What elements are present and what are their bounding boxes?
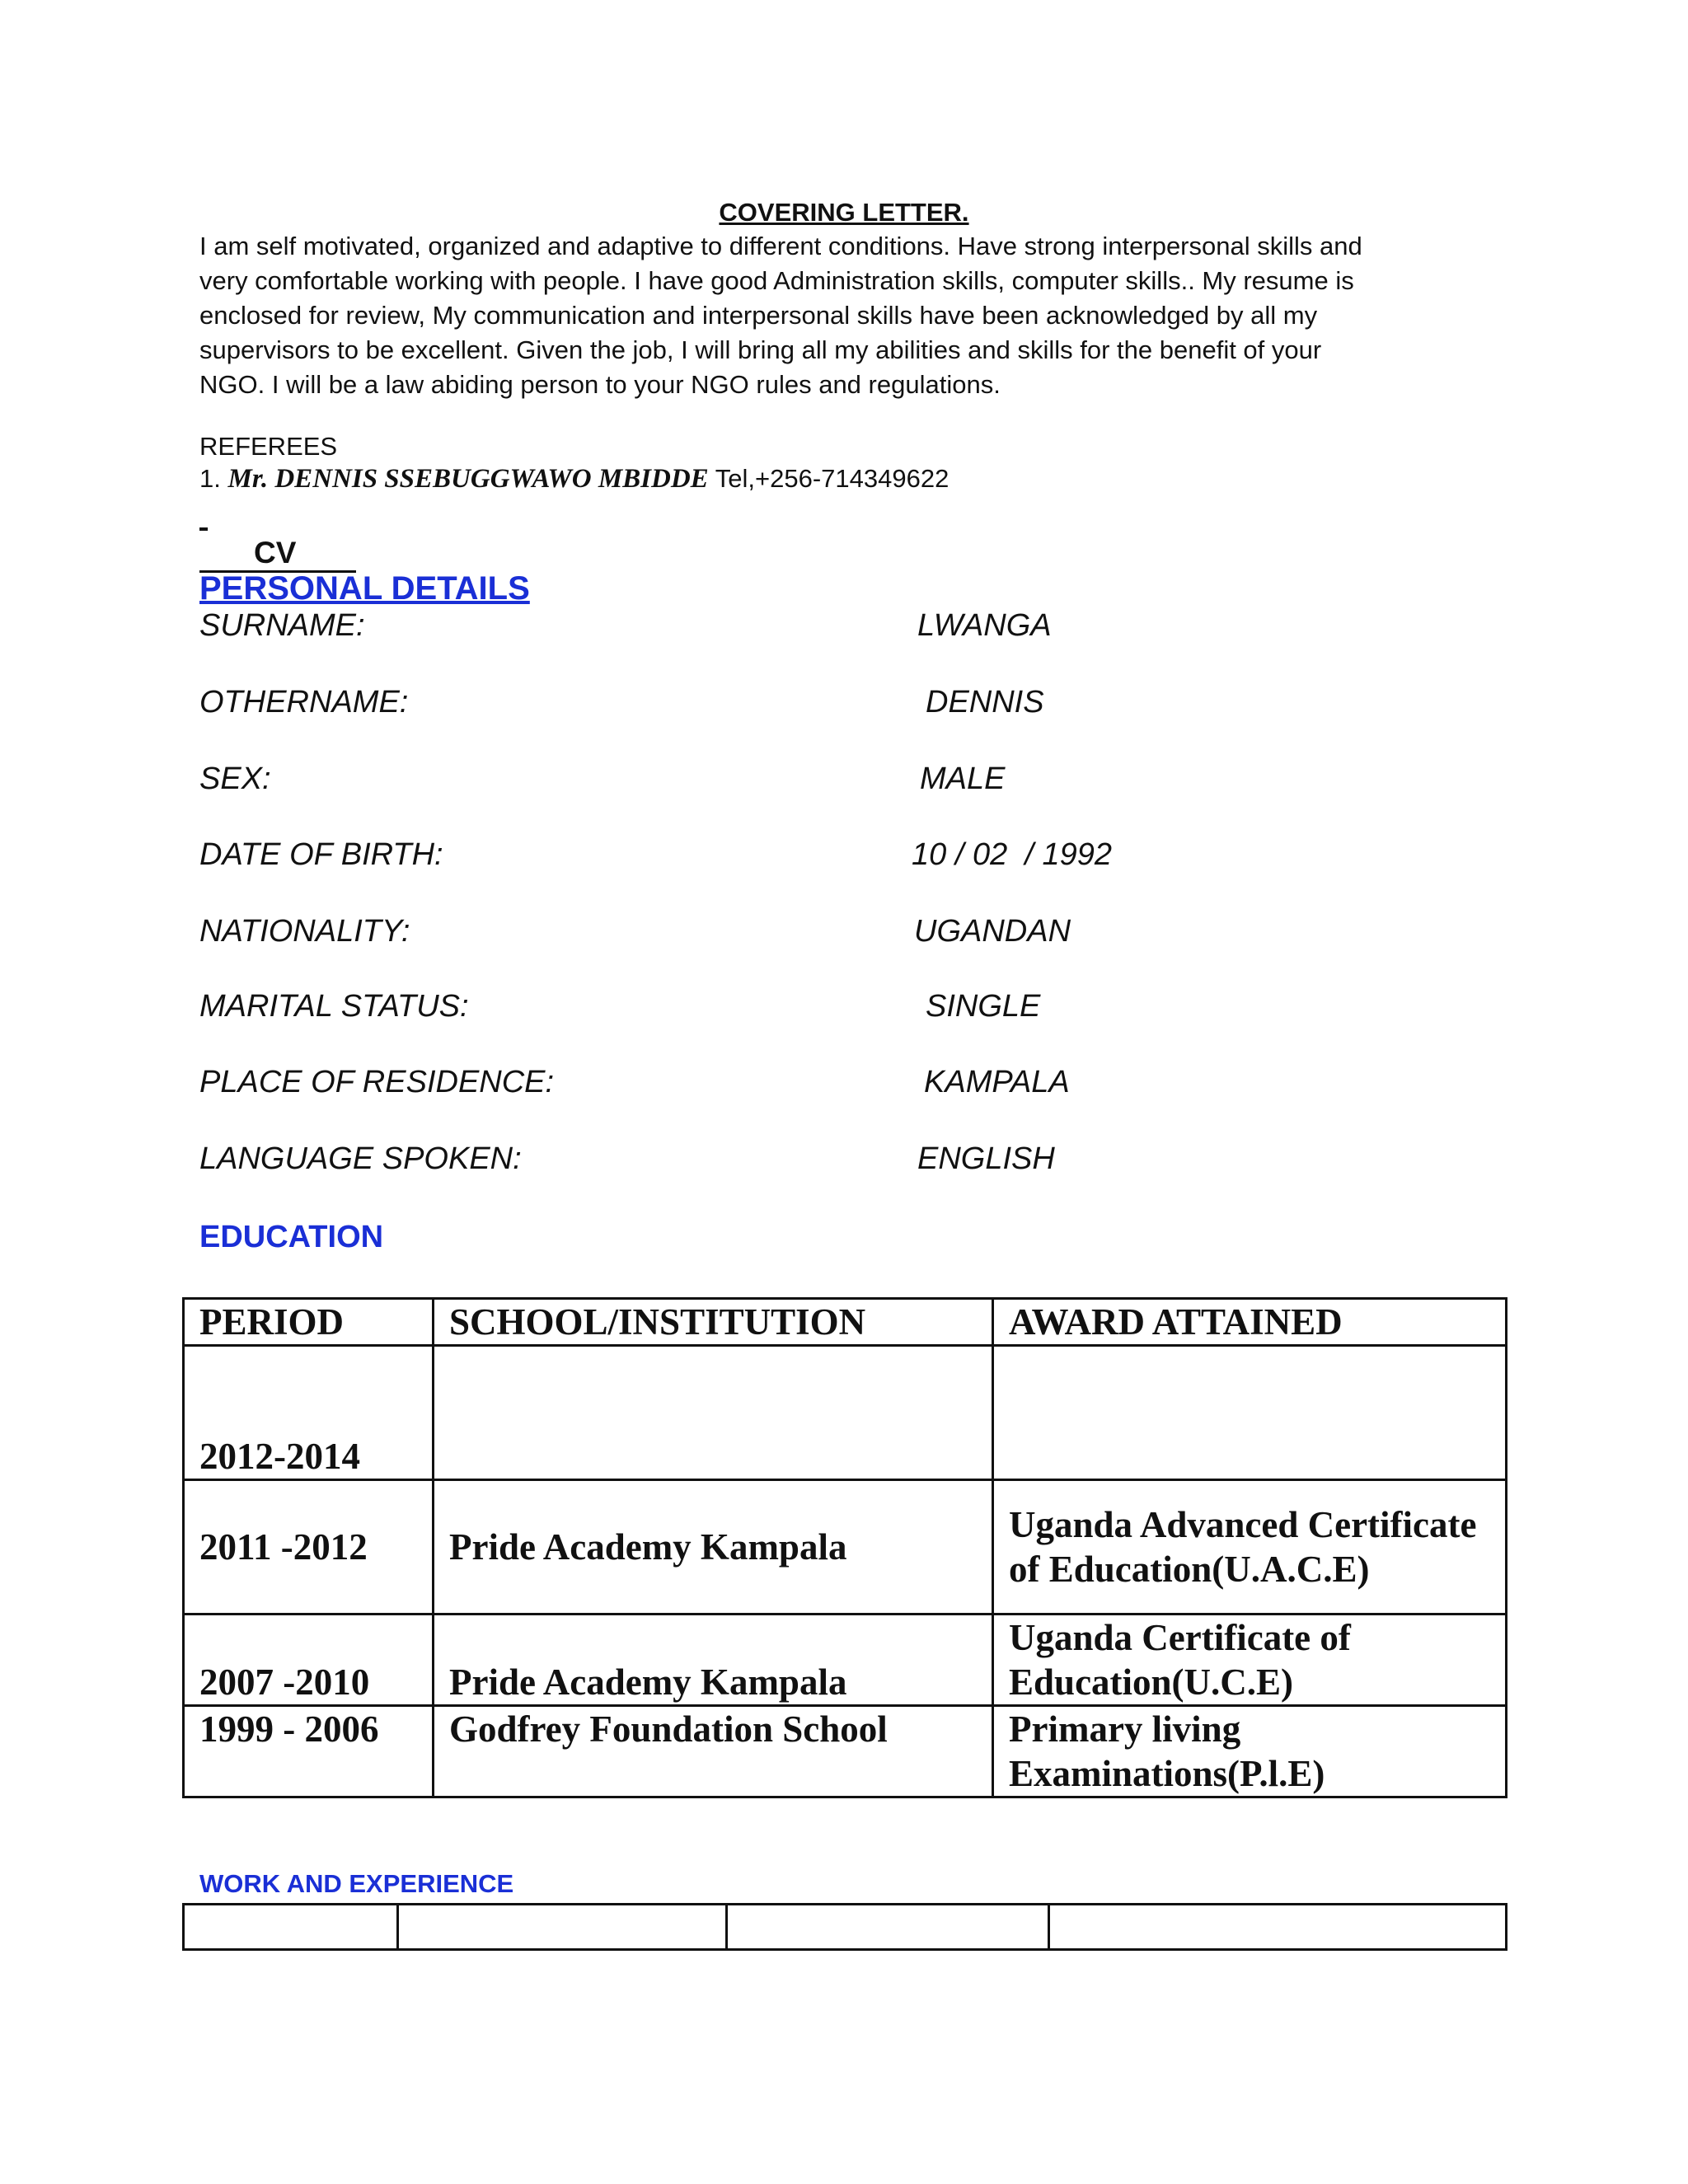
column-header-award: AWARD ATTAINED bbox=[993, 1299, 1507, 1346]
cell-award bbox=[993, 1346, 1507, 1480]
referee-number: 1. bbox=[199, 464, 221, 493]
detail-value-sex: MALE bbox=[920, 762, 1006, 796]
cell-school: Pride Academy Kampala bbox=[434, 1615, 993, 1706]
detail-label-nationality: NATIONALITY: bbox=[199, 914, 410, 949]
letter-line: NGO. I will be a law abiding person to your NGO rules and regulations. bbox=[199, 370, 1001, 399]
cell-period: 2011 -2012 bbox=[184, 1480, 434, 1615]
work-experience-heading: WORK AND EXPERIENCE bbox=[199, 1869, 514, 1898]
referee-name: Mr. DENNIS SSEBUGGWAWO MBIDDE bbox=[227, 464, 709, 494]
cell-period: 2012-2014 bbox=[184, 1346, 434, 1480]
table-row bbox=[184, 1480, 1507, 1615]
education-table bbox=[182, 1297, 1507, 1798]
table-row bbox=[184, 1706, 1507, 1797]
work-experience-table bbox=[182, 1903, 1507, 1951]
detail-value-language-spoken: ENGLISH bbox=[917, 1141, 1055, 1176]
detail-label-surname: SURNAME: bbox=[199, 608, 365, 643]
detail-value-othername: DENNIS bbox=[926, 685, 1044, 719]
detail-label-place-of-residence: PLACE OF RESIDENCE: bbox=[199, 1065, 555, 1099]
table-row bbox=[184, 1615, 1507, 1706]
column-header-school: SCHOOL/INSTITUTION bbox=[434, 1299, 993, 1346]
covering-letter-title: COVERING LETTER. bbox=[719, 198, 969, 227]
letter-line: very comfortable working with people. I have good Administration skills, computer skills.. My resume is bbox=[199, 266, 1354, 295]
cell-school bbox=[434, 1346, 993, 1480]
referee-entry bbox=[199, 464, 949, 494]
cell-period: 1999 - 2006 bbox=[184, 1706, 434, 1797]
detail-value-surname: LWANGA bbox=[917, 608, 1052, 643]
cv-heading bbox=[199, 536, 356, 573]
cell-school: Pride Academy Kampala bbox=[434, 1480, 993, 1615]
empty-cell bbox=[398, 1905, 727, 1950]
cell-award: Primary living Examinations(P.l.E) bbox=[993, 1706, 1507, 1797]
empty-cell bbox=[1049, 1905, 1507, 1950]
detail-label-language-spoken: LANGUAGE SPOKEN: bbox=[199, 1141, 522, 1176]
cell-award: Uganda Advanced Certificate of Education(U.A.C.E) bbox=[993, 1480, 1507, 1615]
detail-label-othername: OTHERNAME: bbox=[199, 685, 409, 719]
column-header-period: PERIOD bbox=[184, 1299, 434, 1346]
cv-heading-text: CV bbox=[254, 536, 297, 569]
referees-heading: REFEREES bbox=[199, 432, 338, 461]
personal-details-heading: PERSONAL DETAILS bbox=[199, 570, 530, 607]
table-header-row bbox=[184, 1299, 1507, 1346]
covering-letter-body bbox=[199, 229, 1461, 402]
detail-label-date-of-birth: DATE OF BIRTH: bbox=[199, 837, 443, 872]
detail-value-place-of-residence: KAMPALA bbox=[924, 1065, 1070, 1099]
cell-award: Uganda Certificate of Education(U.C.E) bbox=[993, 1615, 1507, 1706]
cell-school: Godfrey Foundation School bbox=[434, 1706, 993, 1797]
table-row bbox=[184, 1905, 1507, 1950]
cell-period: 2007 -2010 bbox=[184, 1615, 434, 1706]
empty-cell bbox=[727, 1905, 1049, 1950]
detail-value-date-of-birth: 10 / 02 / 1992 bbox=[912, 837, 1112, 872]
letter-line: supervisors to be excellent. Given the job, I will bring all my abilities and skills for the benefit of your bbox=[199, 335, 1322, 364]
empty-cell bbox=[184, 1905, 398, 1950]
detail-value-marital-status: SINGLE bbox=[926, 989, 1041, 1024]
education-heading: EDUCATION bbox=[199, 1220, 384, 1254]
letter-line: I am self motivated, organized and adaptive to different conditions. Have strong interpersonal skills and bbox=[199, 232, 1362, 260]
detail-value-nationality: UGANDAN bbox=[914, 914, 1071, 949]
referee-phone: Tel,+256-714349622 bbox=[715, 464, 950, 493]
detail-label-sex: SEX: bbox=[199, 762, 271, 796]
letter-line: enclosed for review, My communication and interpersonal skills have been acknowledged by all my bbox=[199, 301, 1318, 330]
detail-label-marital-status: MARITAL STATUS: bbox=[199, 989, 469, 1024]
table-row bbox=[184, 1346, 1507, 1480]
dash-mark bbox=[199, 527, 208, 531]
